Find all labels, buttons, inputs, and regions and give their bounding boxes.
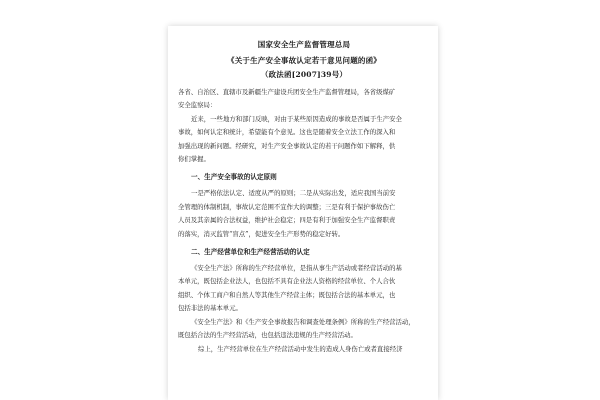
section2-line: 组织、个体工商户和自然人等其他生产经营主体；既包括合法的基本单元，也 xyxy=(178,290,396,299)
intro-line: 你们掌握。 xyxy=(178,155,210,164)
section1-line: 人员及其亲属的合法权益，维护社会稳定；四是有利于加强安全生产监督职责 xyxy=(178,216,396,225)
section2-line: 包括非法的基本单元。 xyxy=(178,304,242,313)
section2-line: 综上，生产经营单位在生产经营活动中发生的造成人身伤亡或者直接经济 xyxy=(198,344,403,353)
addressee-line: 安全监察局： xyxy=(178,101,217,110)
section1-line: 的落实，消灭监管“盲点”，促进安全生产形势的稳定好转。 xyxy=(178,229,345,238)
document-subtitle: 《关于生产安全事故认定若干意见问题的函》 xyxy=(227,56,381,65)
document-number: （政法函[2007]39号） xyxy=(260,70,348,79)
section-heading: 二、生产经营单位和生产经营活动的认定 xyxy=(191,248,310,257)
section1-line: 全管理的体制机制，事故认定范围不宜作大的调整；三是有利于保护事故伤亡 xyxy=(178,202,396,211)
section2-line: 既包括合法的生产经营活动，也包括违法违规的生产经营活动。 xyxy=(178,331,357,340)
intro-line: 加强出现的新问题。经研究，对生产安全事故认定的若干问题作如下解释，供 xyxy=(178,141,396,150)
section2-line: 《安全生产法》所称的生产经营单位，是指从事生产活动或者经营活动的基 xyxy=(191,264,402,273)
intro-line: 近来，一些地方和部门反映，对由于某些原因造成的事故是否属于生产安全 xyxy=(191,114,402,123)
section2-line: 本单元，既包括企业法人，也包括不具有企业法人资格的经营单位、个人合伙 xyxy=(178,277,396,286)
section-heading: 一、生产安全事故的认定原则 xyxy=(191,173,277,182)
addressee-line: 各省、自治区、直辖市及新疆生产建设兵团安全生产监督管理局，各省级煤矿 xyxy=(178,88,396,96)
document-title: 国家安全生产监督管理总局 xyxy=(257,40,351,49)
intro-line: 事故，如何认定和统计，希望能有个意见。这也是随着安全立法工作的深入和 xyxy=(178,128,396,137)
section2-line: 《安全生产法》和《生产安全事故报告和调查处理条例》所称的生产经营活动， xyxy=(191,317,415,326)
section1-line: 一是严格依法认定、适度从严的原则；二是从实际出发，适应我国当前安 xyxy=(191,189,396,198)
document-page xyxy=(168,26,438,400)
